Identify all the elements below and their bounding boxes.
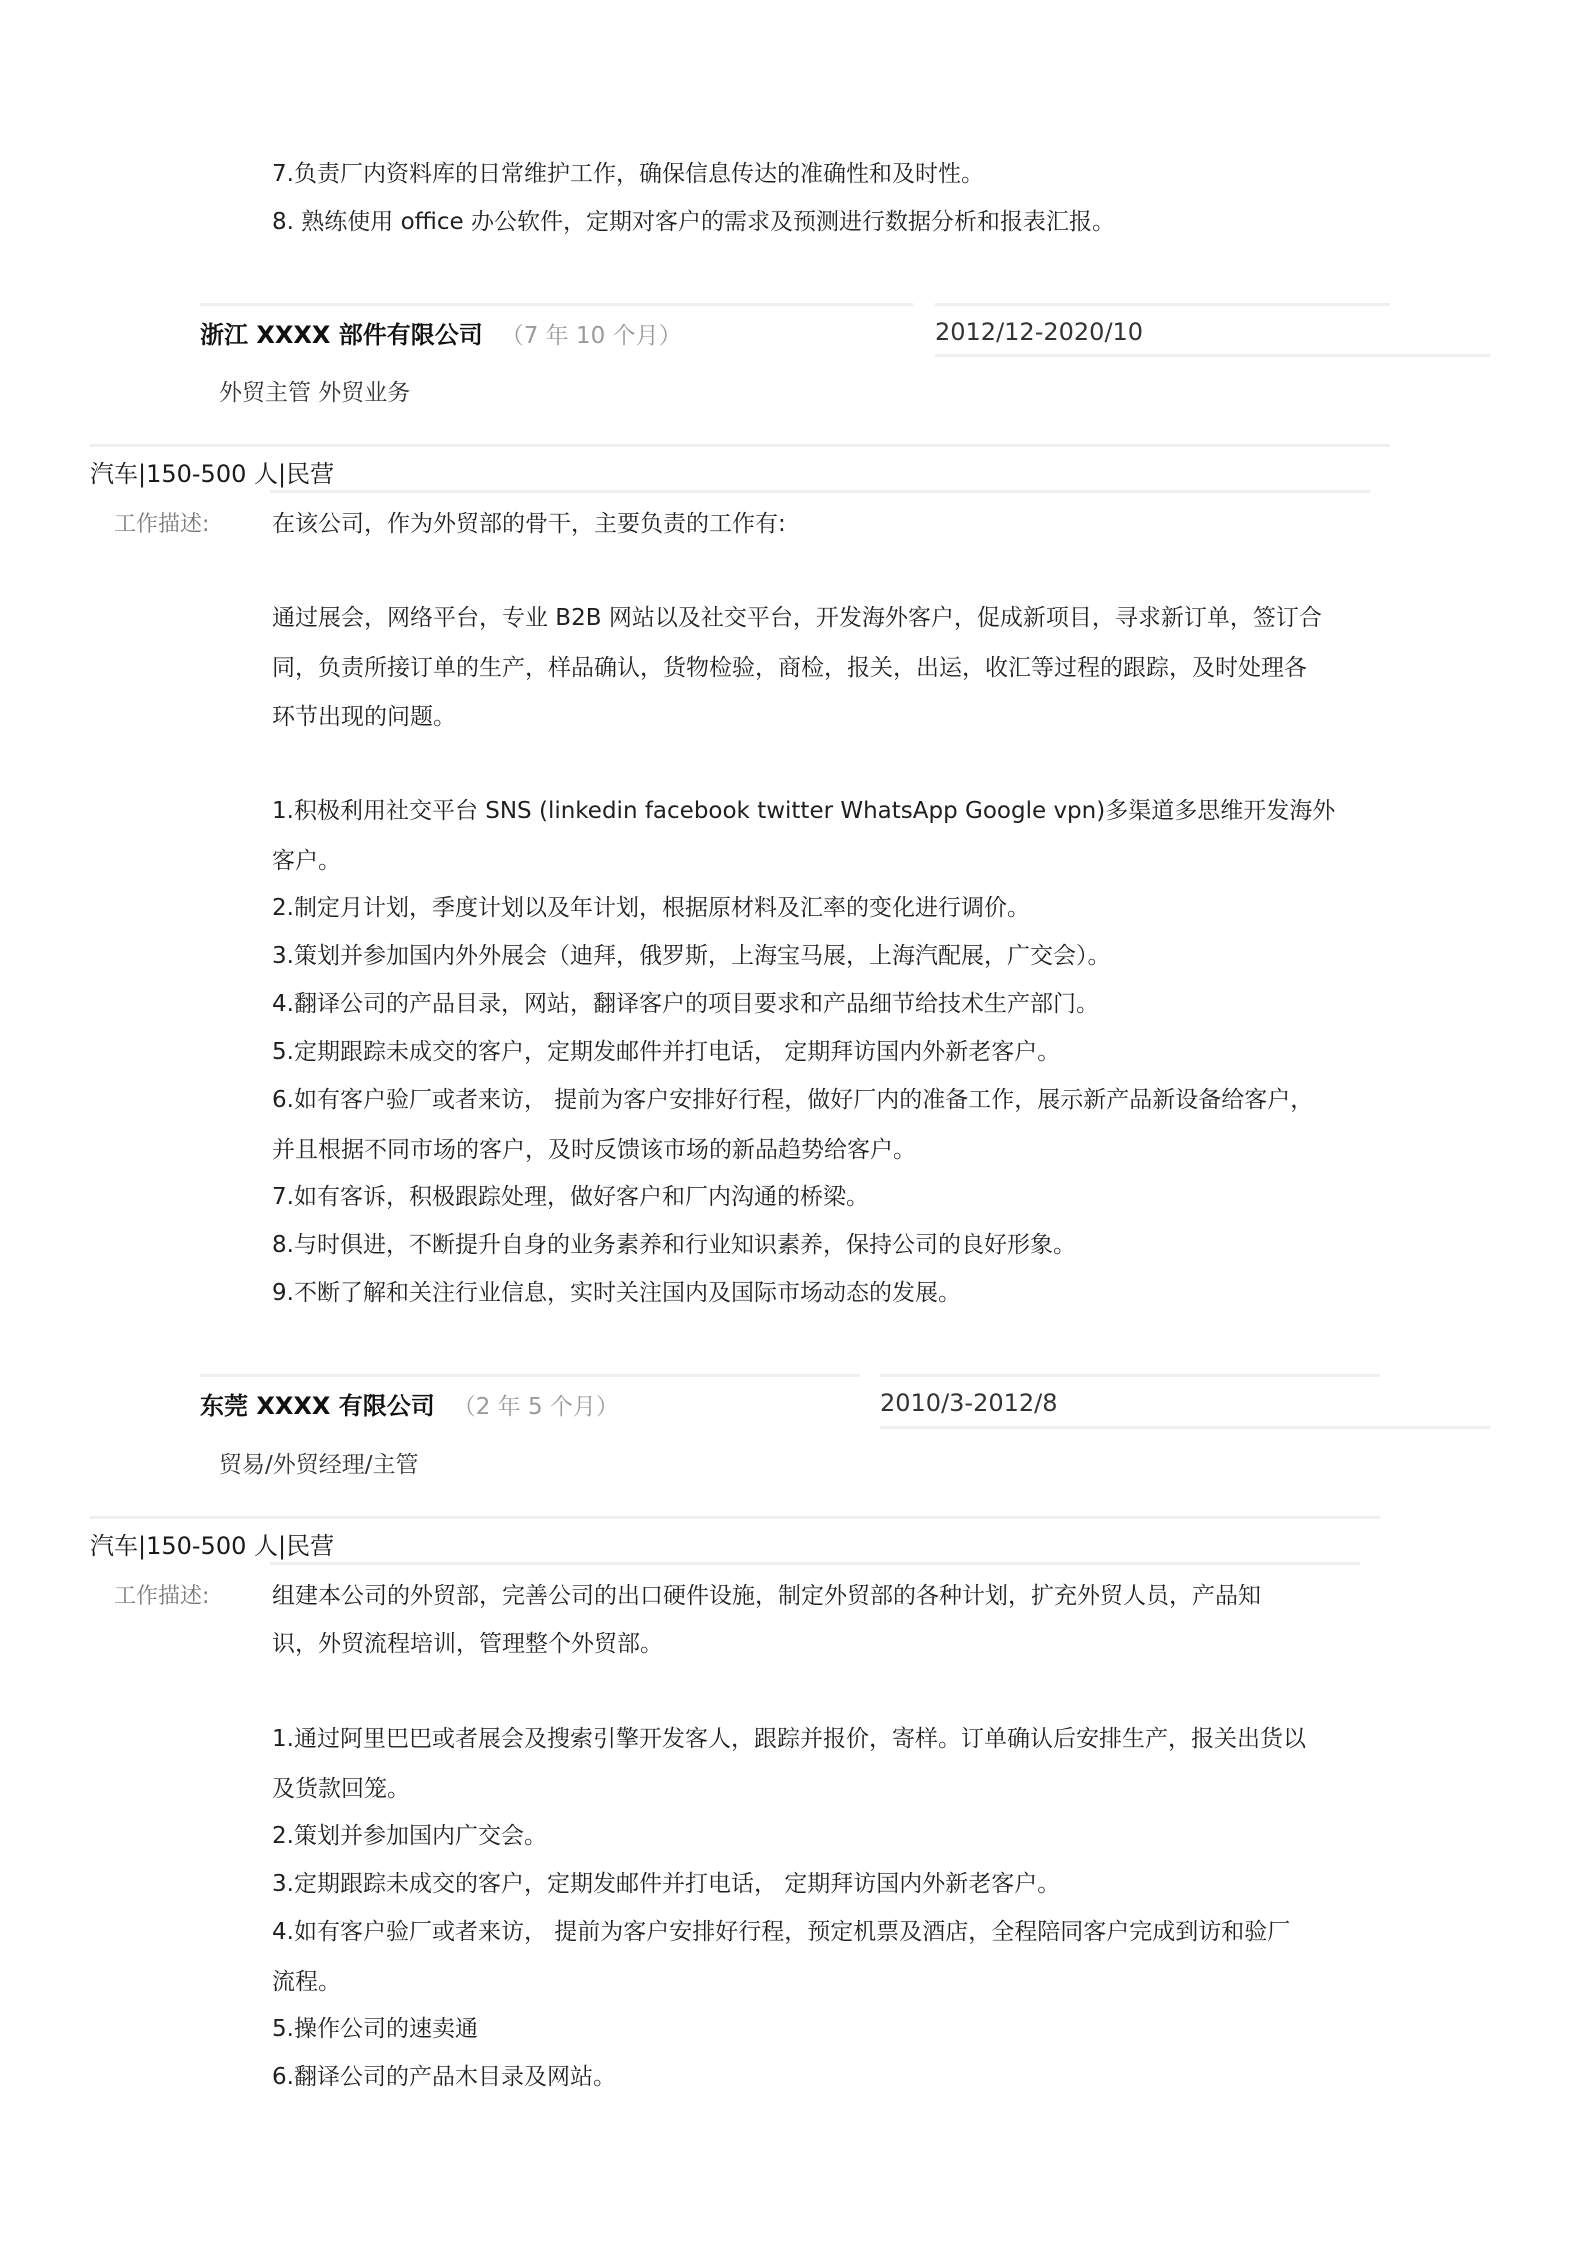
job2-company-name: 东莞 XXXX 有限公司 bbox=[200, 1392, 435, 1420]
job1-desc-line: 2.制定月计划，季度计划以及年计划，根据原材料及汇率的变化进行调价。 bbox=[272, 895, 1030, 921]
job2-desc-line: 2.策划并参加国内广交会。 bbox=[272, 1823, 547, 1849]
job1-desc-line: 环节出现的问题。 bbox=[272, 704, 456, 730]
job1-company-name: 浙江 XXXX 部件有限公司 bbox=[200, 321, 483, 349]
job2-desc-line: 流程。 bbox=[272, 1969, 341, 1995]
job2-desc-line: 4.如有客户验厂或者来访， 提前为客户安排好行程，预定机票及酒店，全程陪同客户完成到访和验厂 bbox=[272, 1919, 1291, 1945]
job1-desc-line: 4.翻译公司的产品目录，网站，翻译客户的项目要求和产品细节给技术生产部门。 bbox=[272, 991, 1099, 1017]
job1-desc-line: 3.策划并参加国内外外展会（迪拜，俄罗斯，上海宝马展，上海汽配展，广交会）。 bbox=[272, 943, 1111, 969]
job2-desc-line: 组建本公司的外贸部，完善公司的出口硬件设施，制定外贸部的各种计划，扩充外贸人员，产品知 bbox=[272, 1583, 1261, 1609]
job2-title: 贸易/外贸经理/主管 bbox=[219, 1452, 419, 1478]
job2-company bbox=[200, 1386, 619, 1421]
intro-line-7: 7.负责厂内资料库的日常维护工作，确保信息传达的准确性和及时性。 bbox=[272, 161, 984, 187]
job2-period-underline bbox=[880, 1426, 1490, 1429]
job1-desc-line: 5.定期跟踪未成交的客户，定期发邮件并打电话， 定期拜访国内外新老客户。 bbox=[272, 1039, 1061, 1065]
job2-desc-line: 3.定期跟踪未成交的客户，定期发邮件并打电话， 定期拜访国内外新老客户。 bbox=[272, 1871, 1061, 1897]
job1-period-rule bbox=[935, 303, 1390, 306]
job1-desc-line: 在该公司，作为外贸部的骨干，主要负责的工作有: bbox=[272, 511, 786, 537]
job2-desc-line: 识，外贸流程培训，管理整个外贸部。 bbox=[272, 1631, 663, 1657]
job1-desc-line: 9.不断了解和关注行业信息，实时关注国内及国际市场动态的发展。 bbox=[272, 1280, 961, 1306]
job1-desc-line: 1.积极利用社交平台 SNS (linkedin facebook twitter WhatsApp Google vpn)多渠道多思维开发海外 bbox=[272, 798, 1336, 824]
job2-desc-rule bbox=[270, 1562, 1360, 1565]
job1-desc-label: 工作描述: bbox=[114, 512, 210, 537]
job1-company-rule bbox=[200, 303, 913, 306]
intro-line-8: 8. 熟练使用 office 办公软件，定期对客户的需求及预测进行数据分析和报表汇报。 bbox=[272, 209, 1115, 235]
job2-company-rule bbox=[200, 1374, 860, 1377]
job1-desc-line: 客户。 bbox=[272, 848, 341, 874]
job2-meta-rule bbox=[90, 1516, 1380, 1519]
job1-desc-line: 并且根据不同市场的客户，及时反馈该市场的新品趋势给客户。 bbox=[272, 1137, 916, 1163]
job2-desc-line: 6.翻译公司的产品木目录及网站。 bbox=[272, 2064, 616, 2090]
job2-desc-label: 工作描述: bbox=[114, 1584, 210, 1609]
job1-period: 2012/12-2020/10 bbox=[935, 318, 1144, 346]
job1-title: 外贸主管 外贸业务 bbox=[219, 380, 411, 406]
job2-desc-line: 1.通过阿里巴巴或者展会及搜索引擎开发客人，跟踪并报价，寄样。订单确认后安排生产，报关出货以 bbox=[272, 1726, 1306, 1752]
job1-desc-line: 通过展会，网络平台，专业 B2B 网站以及社交平台，开发海外客户，促成新项目，寻求新订单，签订合 bbox=[272, 605, 1322, 631]
job2-period-rule bbox=[880, 1374, 1380, 1377]
job1-desc-line: 同，负责所接订单的生产，样品确认，货物检验，商检，报关，出运，收汇等过程的跟踪，及时处理各 bbox=[272, 655, 1307, 681]
job2-period: 2010/3-2012/8 bbox=[880, 1389, 1058, 1417]
job2-desc-line: 及货款回笼。 bbox=[272, 1776, 410, 1802]
job1-duration: （7 年 10 个月） bbox=[500, 323, 682, 349]
job2-desc-line: 5.操作公司的速卖通 bbox=[272, 2016, 478, 2042]
job2-meta: 汽车|150-500 人|民营 bbox=[90, 1532, 335, 1560]
job1-meta-rule bbox=[90, 444, 1390, 447]
job1-company bbox=[200, 315, 682, 350]
job1-desc-line: 8.与时俱进，不断提升自身的业务素养和行业知识素养，保持公司的良好形象。 bbox=[272, 1232, 1076, 1258]
job1-period-underline bbox=[935, 354, 1490, 357]
job1-desc-line: 6.如有客户验厂或者来访， 提前为客户安排好行程，做好厂内的准备工作，展示新产品新设备给客户， bbox=[272, 1087, 1314, 1113]
job1-desc-line: 7.如有客诉，积极跟踪处理，做好客户和厂内沟通的桥梁。 bbox=[272, 1184, 869, 1210]
job1-meta: 汽车|150-500 人|民营 bbox=[90, 460, 335, 488]
job2-duration: （2 年 5 个月） bbox=[452, 1394, 619, 1420]
job1-desc-rule bbox=[270, 490, 1370, 493]
